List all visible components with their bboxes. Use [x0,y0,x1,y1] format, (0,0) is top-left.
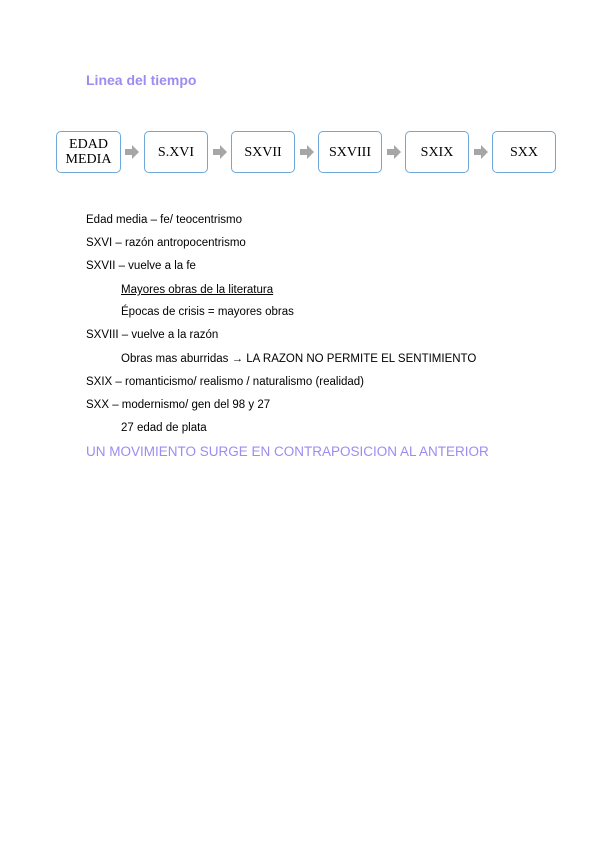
timeline-box-sxx [492,131,556,173]
timeline-box-sxviii [318,131,382,173]
arrow-right-icon [300,145,314,159]
note-line: SXIX – romanticismo/ realismo / naturalismo (realidad) [86,376,365,388]
timeline-box-sxix [405,131,469,173]
conclusion-text: UN MOVIMIENTO SURGE EN CONTRAPOSICION AL ANTERIOR [86,444,489,459]
page-heading: Linea del tiempo [86,72,197,88]
timeline-box-sxvi [144,131,208,173]
arrow-right-icon [387,145,401,159]
timeline-box-sxvii [231,131,295,173]
note-line: Edad media – fe/ teocentrismo [86,214,242,226]
note-subline: Obras mas aburridas → LA RAZON NO PERMITE EL SENTIMIENTO [121,353,477,365]
timeline-box-label: S.XVI [157,144,195,160]
arrow-right-icon [213,145,227,159]
timeline-box-label: MEDIA [65,152,112,167]
timeline-box-label: SXX [509,144,538,160]
timeline-box-label: SXVII [244,144,282,160]
arrow-right-icon [125,145,139,159]
note-subline: 27 edad de plata [121,422,207,434]
arrow-right-icon [474,145,488,159]
timeline-box-edad-media [56,131,121,173]
note-line: SXVII – vuelve a la fe [86,260,196,272]
note-subline: Épocas de crisis = mayores obras [121,306,294,318]
timeline-diagram [56,131,556,175]
note-line: SXVI – razón antropocentrismo [86,237,246,249]
note-line: SXVIII – vuelve a la razón [86,329,219,341]
timeline-box-label: SXVIII [329,144,371,160]
timeline-box-label: SXIX [420,144,454,160]
note-subline: Mayores obras de la literatura [121,284,274,296]
note-line: SXX – modernismo/ gen del 98 y 27 [86,399,271,411]
timeline-box-label: EDAD [69,137,108,152]
